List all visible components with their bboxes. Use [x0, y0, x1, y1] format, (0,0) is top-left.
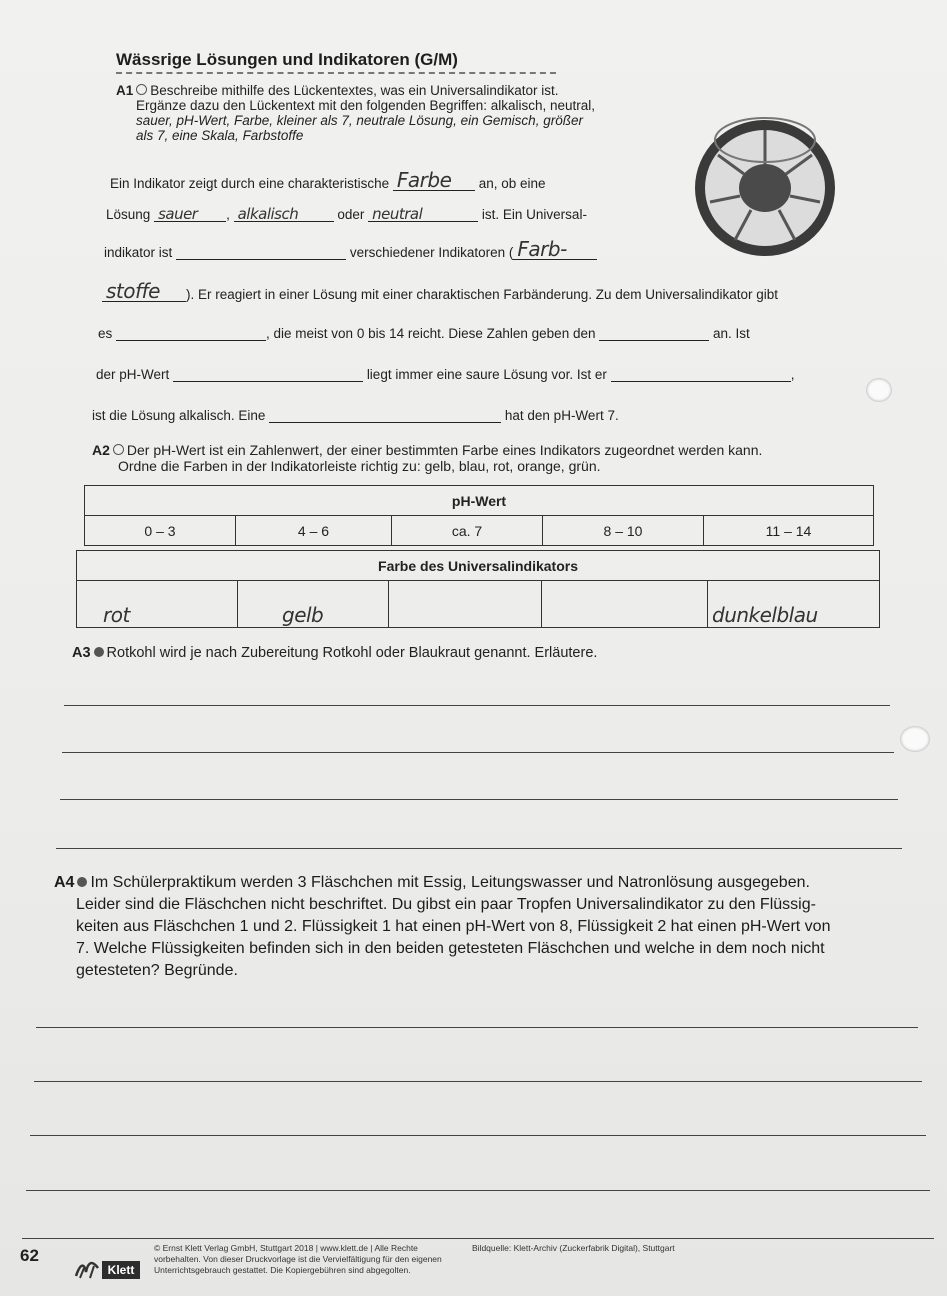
answer-blank[interactable] — [176, 245, 346, 260]
ph-cell: ca. 7 — [392, 516, 543, 546]
a2-line1: A2 Der pH-Wert ist ein Zahlenwert, der einer bestimmten Farbe eines Indikators zugeordnet werden kann. — [92, 442, 763, 458]
copyright-line2: vorbehalten. Von dieser Druckvorlage ist die Vervielfältigung für den eigenen — [154, 1254, 442, 1264]
answer-blank[interactable] — [173, 367, 363, 382]
level-circle-icon — [113, 444, 124, 455]
a4-line4: 7. Welche Flüssigkeiten befinden sich in den beiden getesteten Fläschchen und welche in dem noch nicht — [76, 940, 825, 957]
writing-line[interactable] — [62, 752, 894, 753]
color-header: Farbe des Universalindikators — [77, 551, 880, 581]
cloze-row-4: stoffe ). Er reagiert in einer Lösung mit einer charaktischen Farbänderung. Zu dem Universalindikator gibt — [102, 287, 778, 302]
writing-line[interactable] — [36, 1027, 918, 1028]
color-cell[interactable] — [389, 581, 542, 628]
writing-line[interactable] — [26, 1190, 930, 1191]
copyright-line3: Unterrichtsgebrauch gestattet. Die Kopiergebühren sind abgegolten. — [154, 1265, 411, 1275]
writing-line[interactable] — [56, 848, 902, 849]
a4-label: A4 — [54, 874, 75, 891]
answer-blank[interactable]: stoffe — [102, 287, 186, 302]
klett-logo: Klett — [102, 1261, 140, 1279]
cloze-row-3: indikator ist verschiedener Indikatoren ( Farb- — [104, 245, 597, 260]
answer-blank[interactable]: Farbe — [393, 176, 475, 191]
answer-blank[interactable] — [611, 367, 791, 382]
answer-blank[interactable]: Farb- — [513, 245, 597, 260]
punch-hole — [866, 378, 892, 402]
cloze-row-5: es , die meist von 0 bis 14 reicht. Diese Zahlen geben den an. Ist — [98, 326, 750, 341]
answer-blank[interactable] — [269, 408, 501, 423]
a2-label: A2 — [92, 442, 110, 458]
a2-line2: Ordne die Farben in der Indikatorleiste richtig zu: gelb, blau, rot, orange, grün. — [118, 458, 601, 474]
cloze-row-1: Ein Indikator zeigt durch eine charakteristische Farbe an, ob eine — [110, 168, 546, 192]
title-underline — [116, 72, 556, 74]
color-table — [76, 550, 880, 628]
a4-line3: keiten aus Fläschchen 1 und 2. Flüssigkeit 1 hat einen pH-Wert von 8, Flüssigkeit 2 hat einen pH-Wert von — [76, 918, 831, 935]
writing-line[interactable] — [64, 705, 890, 706]
answer-blank[interactable] — [599, 326, 709, 341]
indicator-disc-image — [690, 110, 840, 260]
writing-line[interactable] — [30, 1135, 926, 1136]
ph-cell: 0 – 3 — [85, 516, 236, 546]
answer-blank[interactable]: alkalisch — [234, 207, 334, 222]
writing-line[interactable] — [60, 799, 898, 800]
answer-blank[interactable]: sauer — [154, 207, 226, 222]
a1-line3: sauer, pH-Wert, Farbe, kleiner als 7, neutrale Lösung, ein Gemisch, größer — [136, 113, 583, 128]
ph-cell: 8 – 10 — [543, 516, 704, 546]
punch-hole — [900, 726, 930, 752]
a1-line2: Ergänze dazu den Lückentext mit den folgenden Begriffen: alkalisch, neutral, — [136, 98, 596, 113]
a4-line5: getesteten? Begründe. — [76, 962, 238, 979]
a3-text: A3 Rotkohl wird je nach Zubereitung Rotkohl oder Blaukraut genannt. Erläutere. — [72, 645, 598, 661]
ph-cell: 11 – 14 — [704, 516, 874, 546]
ph-header: pH-Wert — [85, 486, 874, 516]
cloze-row-6: der pH-Wert liegt immer eine saure Lösung vor. Ist er , — [96, 367, 795, 382]
a1-line1: A1 Beschreibe mithilfe des Lückentextes, was ein Universalindikator ist. — [116, 83, 559, 98]
color-cell[interactable] — [542, 581, 708, 628]
writing-line[interactable] — [34, 1081, 922, 1082]
klett-logo-icon — [74, 1258, 100, 1280]
level-circle-icon — [77, 877, 87, 887]
color-cell[interactable]: gelb — [238, 581, 389, 628]
a1-line4: als 7, eine Skala, Farbstoffe — [136, 128, 304, 143]
level-circle-icon — [136, 84, 147, 95]
ph-cell: 4 – 6 — [236, 516, 392, 546]
color-cell[interactable]: dunkelblau — [708, 581, 880, 628]
page-title: Wässrige Lösungen und Indikatoren (G/M) — [116, 50, 458, 69]
a1-label: A1 — [116, 83, 134, 98]
writing-line[interactable] — [22, 1238, 934, 1239]
answer-blank[interactable] — [116, 326, 266, 341]
ph-table — [84, 485, 874, 546]
cloze-row-7: ist die Lösung alkalisch. Eine hat den pH-Wert 7. — [92, 408, 619, 423]
answer-blank[interactable]: neutral — [368, 207, 478, 222]
image-source: Bildquelle: Klett-Archiv (Zuckerfabrik Digital), Stuttgart — [472, 1243, 675, 1253]
a4-line2: Leider sind die Fläschchen nicht beschriftet. Du gibst ein paar Tropfen Universalindikator zu den Flüssig- — [76, 896, 816, 913]
level-circle-icon — [94, 647, 104, 657]
page-number: 62 — [20, 1246, 39, 1265]
cloze-row-2: Lösung sauer , alkalisch oder neutral ist. Ein Universal- — [106, 205, 587, 223]
a4-line1: A4 Im Schülerpraktikum werden 3 Fläschchen mit Essig, Leitungswasser und Natronlösung ausgegeben. — [54, 874, 810, 891]
copyright-line1: © Ernst Klett Verlag GmbH, Stuttgart 2018 | www.klett.de | Alle Rechte — [154, 1243, 418, 1253]
a3-label: A3 — [72, 645, 91, 661]
color-cell[interactable]: rot — [77, 581, 238, 628]
